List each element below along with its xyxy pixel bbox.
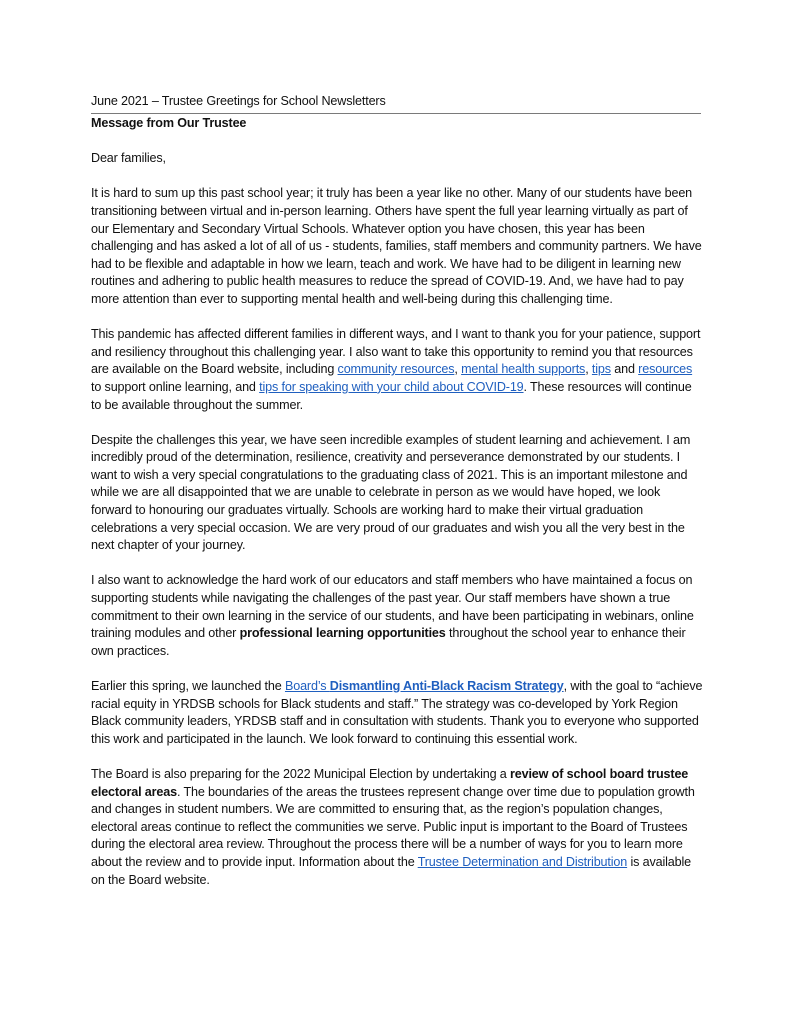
text: The Board is also preparing for the 2022 Municipal Election by undertaking a — [91, 766, 510, 781]
link-text-bold: Dismantling Anti-Black Racism Strategy — [329, 679, 564, 693]
paragraph-electoral-review — [91, 766, 703, 889]
text: , — [585, 362, 592, 377]
text: and — [610, 362, 639, 377]
text: . The boundaries of the areas the trustees represent change over time due to population growth and changes in student numbers. We are committed to ensuring that, as the region’s population changes, electoral areas continue to reflect the communities we serve. Public input is important to the Board of Trustees during the electoral area review. Throughout the process there will be a number of ways for you to learn more about the review and to provide input. Information about the — [91, 784, 695, 869]
paragraph-resources — [91, 326, 703, 414]
link-dismantling-anti-black-racism-strategy[interactable] — [285, 679, 564, 693]
text: throughout the school year to enhance their own practices. — [91, 626, 686, 658]
link-tips[interactable]: tips — [591, 362, 611, 377]
paragraph-anti-black-racism — [91, 678, 703, 748]
text: , — [454, 362, 462, 377]
link-trustee-determination[interactable]: Trustee Determination and Distribution — [417, 854, 628, 869]
paragraph-staff — [91, 572, 703, 660]
bold-professional-learning: professional learning opportunities — [239, 626, 446, 641]
paragraph-graduates: Despite the challenges this year, we have seen incredible examples of student learning and achievement. I am incredibly proud of the determination, resilience, creativity and perseverance demonstrated by our students. I want to wish a very special congratulations to the graduating class of 2021. This is an important milestone and while we are all disappointed that we are unable to celebrate in person as we would have hoped, we look forward to honouring our graduates virtually. Schools are working hard to make their virtual graduation celebrations a very special occasion. We are very proud of our graduates and wish you all the very best in the next chapter of your journey. — [91, 432, 691, 553]
link-text: Board’s — [284, 679, 330, 693]
header-rule — [91, 113, 701, 114]
link-mental-health-supports[interactable]: mental health supports — [461, 362, 586, 377]
text: This pandemic has affected different families in different ways, and I want to thank you for your patience, support and resiliency throughout this challenging year. I also want to take this opportunity to remind you that resources are available on the Board website, including — [91, 327, 701, 377]
document-header: June 2021 – Trustee Greetings for School Newsletters — [91, 94, 386, 108]
link-resources[interactable]: resources — [638, 362, 693, 377]
text: . These resources will continue to be available throughout the summer. — [91, 379, 692, 412]
paragraph-school-year: It is hard to sum up this past school year; it truly has been a year like no other. Many of our students have been transitioning between virtual and in-person learning. Others have spent the full year learning virtually as part of our Elementary and Secondary Virtual Schools. Whatever option you have chosen, this year has been challenging and has asked a lot of all of us - students, families, staff members and community partners. We have had to be flexible and adaptable in how we learn, teach and work. We have had to be diligent in learning new routines and adhering to public health measures to reduce the spread of COVID-19. And, we have had to pay more attention than ever to supporting mental health and well-being during this challenging time. — [91, 186, 702, 306]
text: Earlier this spring, we launched the — [91, 679, 285, 693]
text: , with the goal to “achieve racial equity in YRDSB schools for Black students and staff.” The strategy was co-developed by York Region Black community leaders, YRDSB staff and in consultation with students. Thank you to everyone who supported this work and participated in the launch. We look forward to continuing this essential work. — [91, 679, 703, 746]
document-title: Message from Our Trustee — [91, 115, 247, 130]
bold-electoral-review: review of school board trustee electoral areas — [91, 766, 689, 799]
link-tips-covid[interactable]: tips for speaking with your child about COVID-19 — [259, 379, 524, 394]
text: I also want to acknowledge the hard work of our educators and staff members who have maintained a focus on supporting students while navigating the challenges of the past year. Our staff members have shown a true commitment to their own learning in the service of our students, and have been participating in webinars, online training modules and other — [91, 573, 694, 641]
document-page — [91, 93, 703, 889]
text: is available on the Board website. — [91, 854, 691, 887]
text: to support online learning, and — [91, 379, 260, 394]
link-community-resources[interactable]: community resources — [337, 362, 455, 377]
greeting: Dear families, — [91, 151, 166, 166]
